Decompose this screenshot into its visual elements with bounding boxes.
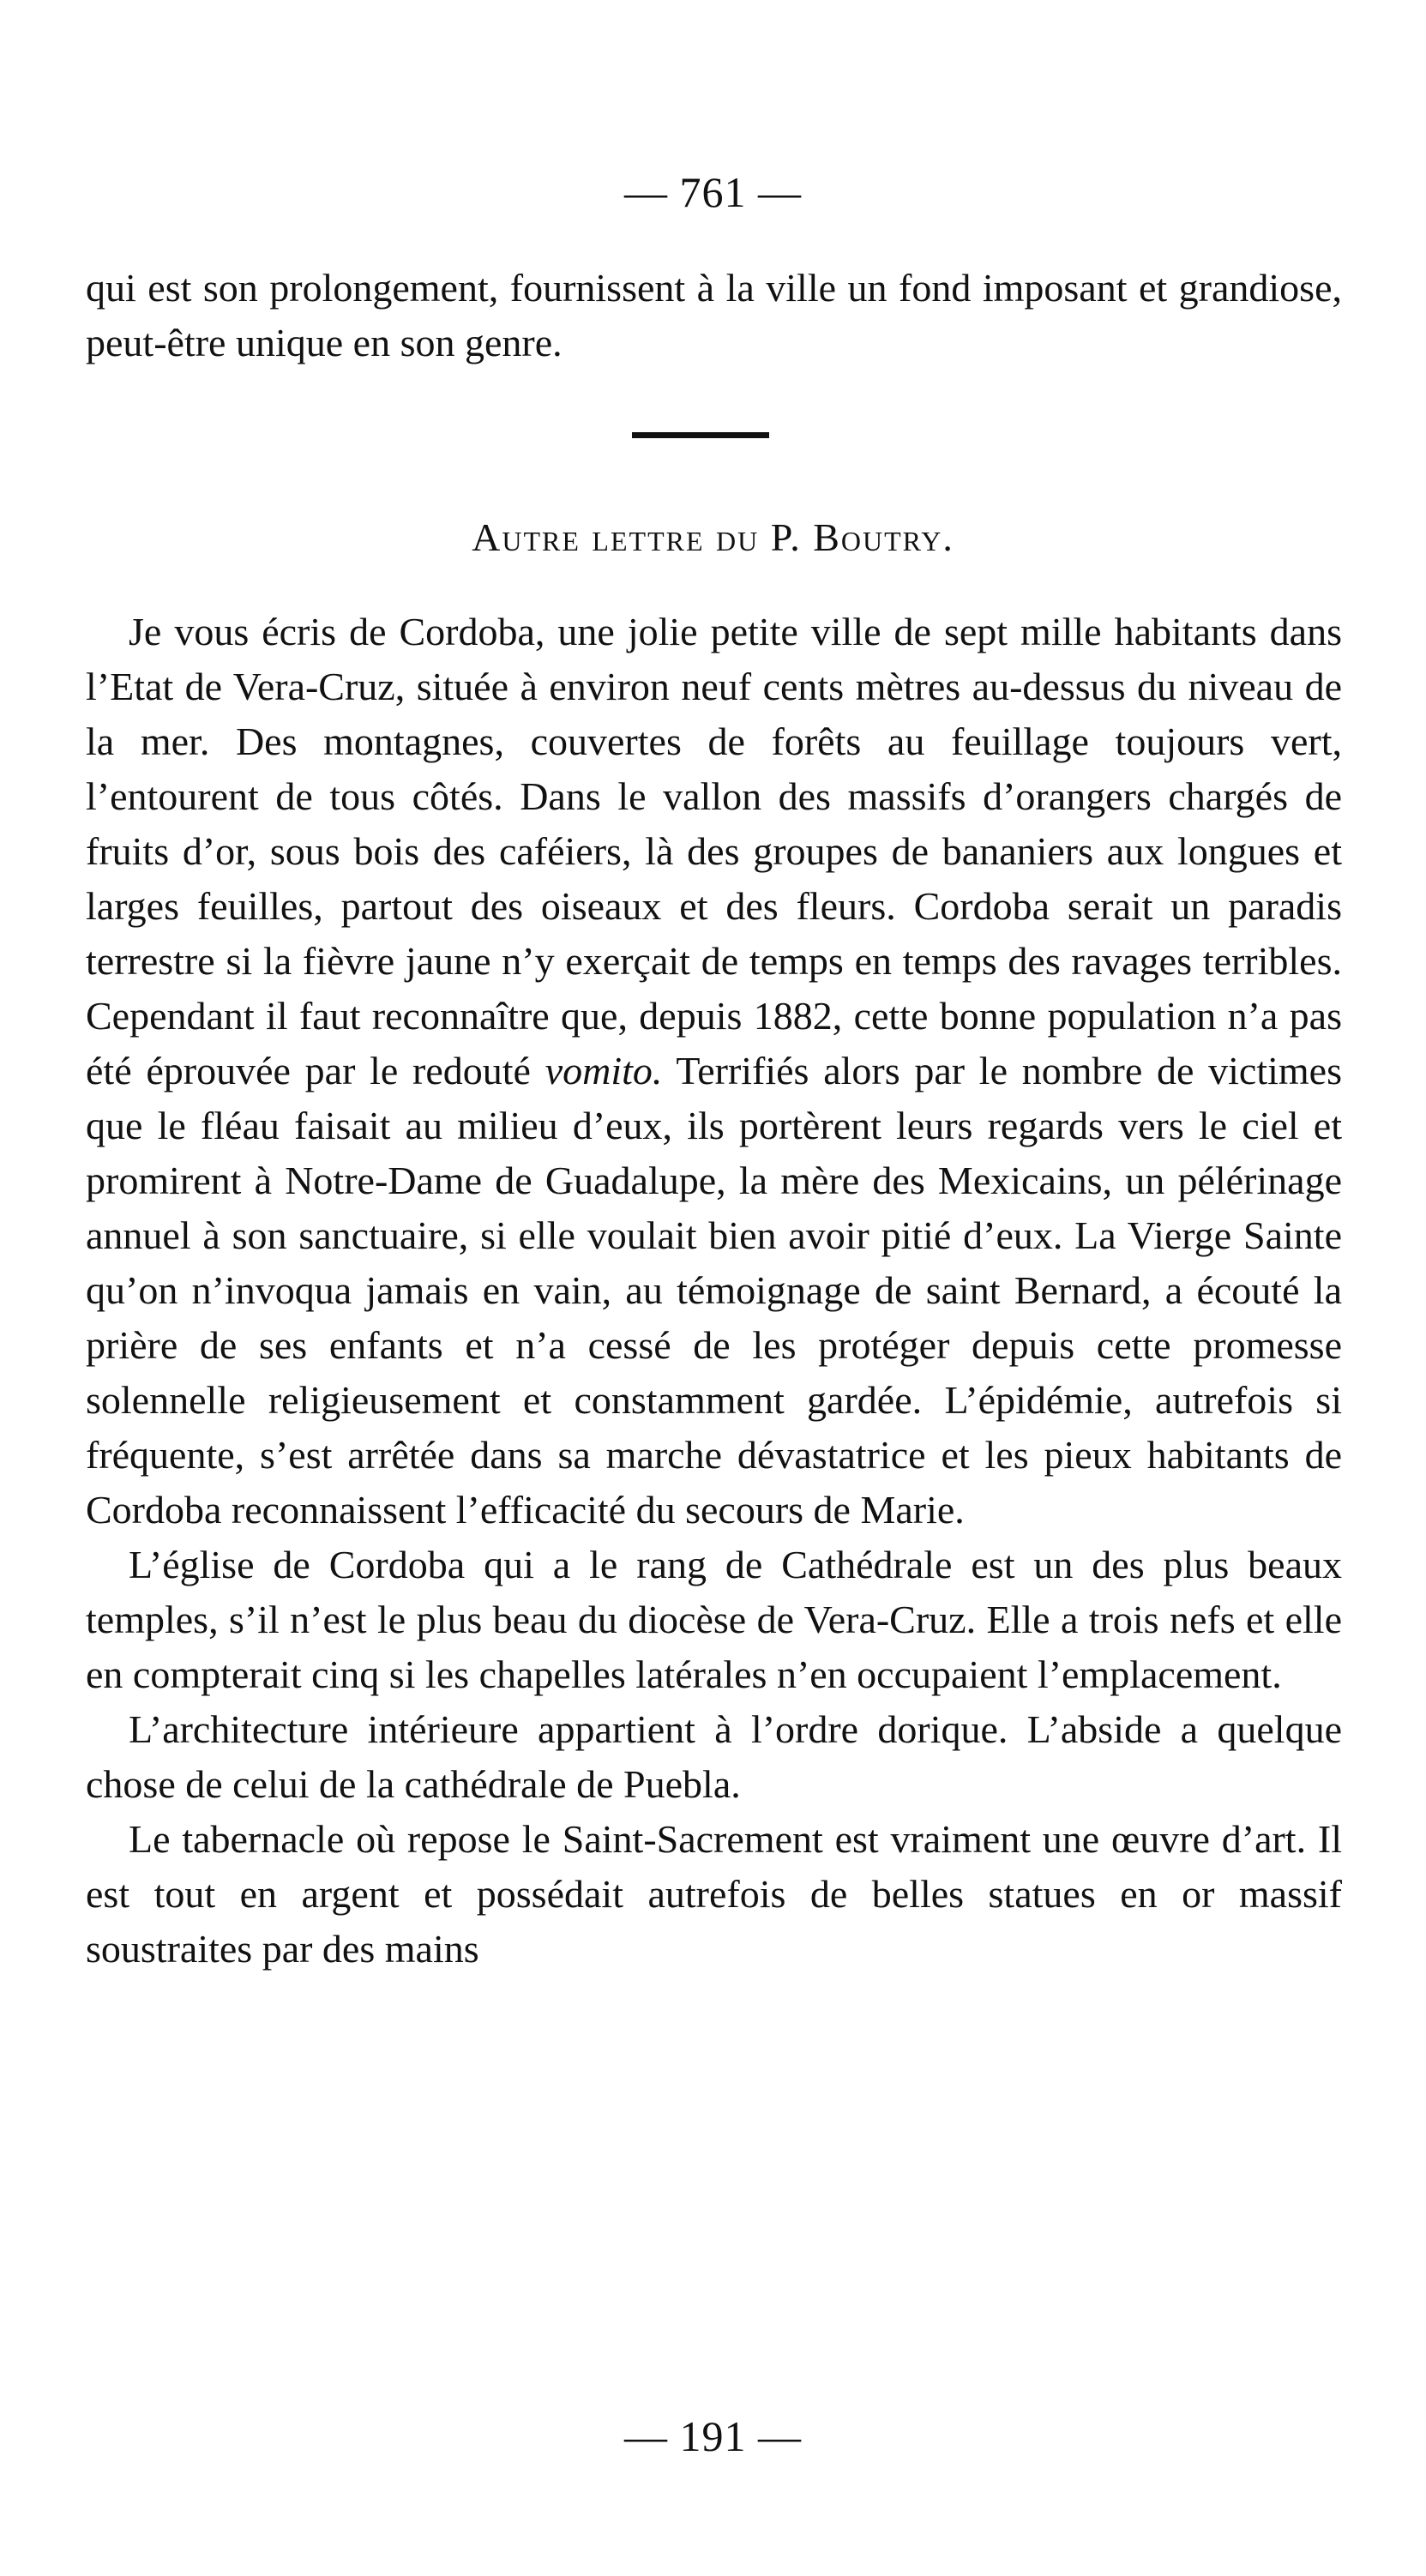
page-number-top: — 761 —	[624, 168, 802, 216]
paragraph-2-text: L’église de Cordoba qui a le rang de Cathédrale est un des plus beaux temples, s’il n’est le plus beau du diocèse de Vera-Cruz. Elle a trois nefs et elle en compterait cinq si les chapelles latérales n’en occupaient l’emplacement.	[86, 1543, 1342, 1696]
letter-body	[86, 605, 1342, 1977]
page-number-bottom: — 191 —	[624, 2412, 802, 2460]
intro-paragraph	[86, 261, 1342, 370]
intro-text: qui est son prolongement, fournissent à la ville un fond imposant et grandiose, peut-être unique en son genre.	[86, 266, 1342, 364]
paragraph-2	[86, 1538, 1342, 1702]
paragraph-3-text: L’architecture intérieure appartient à l’ordre dorique. L’abside a quelque chose de celui de la cathédrale de Puebla.	[86, 1707, 1342, 1806]
paragraph-4-text: Le tabernacle où repose le Saint-Sacrement est vraiment une œuvre d’art. Il est tout en argent et possédait autrefois de belles statues en or massif soustraites par des mains	[86, 1817, 1342, 1971]
paragraph-1-text-b: Terrifiés alors par le nombre de victimes que le fléau faisait au milieu d’eux, ils portèrent leurs regards vers le ciel et promirent à Notre-Dame de Guadalupe, la mère des Mexicains, un pélérinage annuel à son sanctuaire, si elle voulait bien avoir pitié d’eux. La Vierge Sainte qu’on n’invoqua jamais en vain, au témoignage de saint Bernard, a écouté la prière de ses enfants et n’a cessé de les protéger depuis cette promesse solennelle religieusement et constamment gardée. L’épidémie, autrefois si fréquente, s’est arrêtée dans sa marche dévastatrice et les pieux habitants de Cordoba reconnaissent l’efficacité du secours de Marie.	[86, 1049, 1342, 1532]
paragraph-1	[86, 605, 1342, 1538]
paragraph-3	[86, 1702, 1342, 1812]
paragraph-1-text-a: Je vous écris de Cordoba, une jolie petite ville de sept mille habitants dans l’Etat de Vera-Cruz, située à environ neuf cents mètres au-dessus du niveau de la mer. Des montagnes, couvertes de forêts au feuillage toujours vert, l’entourent de tous côtés. Dans le vallon des massifs d’orangers chargés de fruits d’or, sous bois des caféiers, là des groupes de bananiers aux longues et larges feuilles, partout des oiseaux et des fleurs. Cordoba serait un paradis terrestre si la fièvre jaune n’y exerçait de temps en temps des ravages terribles. Cependant il faut reconnaître que, depuis 1882, cette bonne population n’a pas été éprouvée par le redouté	[86, 610, 1342, 1092]
letter-heading: Autre lettre du P. Boutry.	[472, 515, 954, 559]
vomito-term: vomito.	[545, 1049, 663, 1092]
section-separator-rule	[632, 432, 769, 438]
paragraph-4	[86, 1812, 1342, 1977]
